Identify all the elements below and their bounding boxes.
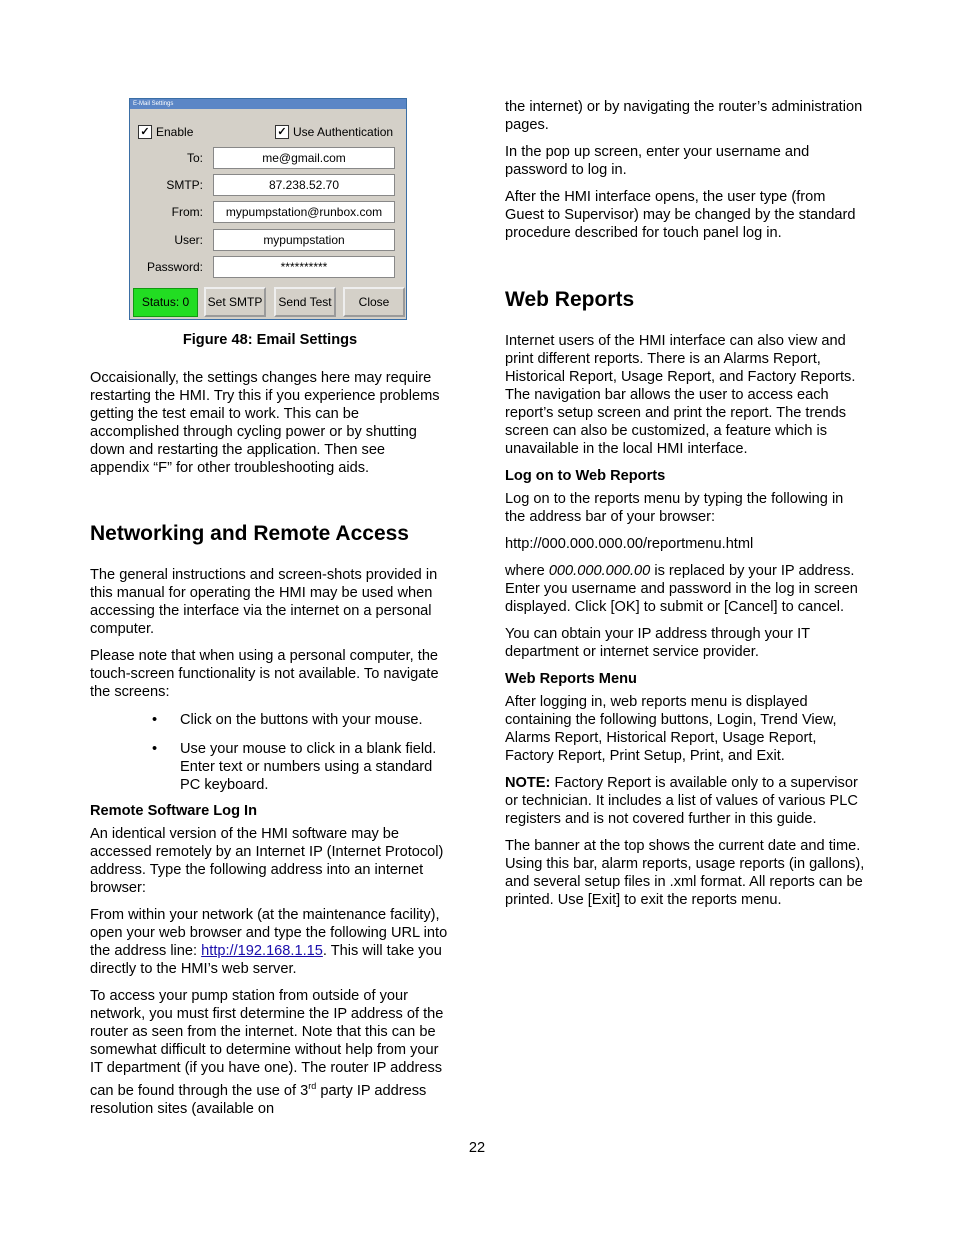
user-field[interactable]: mypumpstation <box>213 229 395 251</box>
restart-paragraph: Occaisionally, the settings changes here may require restarting the HMI. Try this if you experience problems getting the test email to work. This can be accomplished through cycling power or by shutting down and restarting the application. Then see appendix “F” for other troubleshooting aids. <box>90 370 440 476</box>
bullet-blank-field: Use your mouse to click in a blank field. Enter text or numbers using a standard PC keyboard. <box>180 741 437 793</box>
smtp-field[interactable]: 87.238.52.70 <box>213 174 395 196</box>
navigation-bullets <box>90 711 450 801</box>
from-label: From: <box>171 205 203 219</box>
close-button[interactable]: Close <box>343 287 405 317</box>
password-field[interactable]: ********** <box>213 256 395 278</box>
to-row <box>130 147 408 171</box>
enable-checkbox[interactable] <box>138 125 193 139</box>
internal-network-paragraph: From within your network (at the maintenance facility), open your web browser and type the following URL into the address line: http://192.168.1.15. This will take you directly to the HMI’s web server. <box>90 907 448 977</box>
bullet-click-buttons: Click on the buttons with your mouse. <box>180 712 423 728</box>
bullet-icon: • <box>152 741 158 757</box>
log-on-paragraph: Log on to the reports menu by typing the following in the address bar of your browser: <box>505 491 844 525</box>
report-menu-url: http://000.000.000.00/reportmenu.html <box>505 536 754 552</box>
enable-label: Enable <box>156 125 194 139</box>
user-label: User: <box>174 233 203 247</box>
use-authentication-checkbox[interactable] <box>275 125 393 139</box>
bullet-icon: • <box>152 712 158 728</box>
router-admin-paragraph: the internet) or by navigating the router’s administration pages. <box>505 99 863 133</box>
check-icon: ✓ <box>275 125 289 139</box>
ip-replacement-paragraph: where 000.000.000.00 is replaced by your IP address. Enter you username and password in the log in screen displayed. Click [OK] to submit or [Cancel] to cancel. <box>505 563 858 615</box>
web-reports-intro: Internet users of the HMI interface can also view and print different reports. There is an Alarms Report, Historical Report, Usage Report, and Factory Reports. The navigation bar allows the user to access each report’s setup screen and print the report. The trends screen can also be customized, a feature which is unavailable in the local HMI interface. <box>505 333 856 457</box>
send-test-button[interactable]: Send Test <box>274 287 336 317</box>
menu-buttons-paragraph: After logging in, web reports menu is displayed containing the following buttons, Login, Trend View, Alarms Report, Historical Report, Usage Report, Factory Report, Print Setup, Print, and Exit. <box>505 694 837 764</box>
page-number: 22 <box>468 1140 486 1156</box>
networking-heading: Networking and Remote Access <box>90 522 409 545</box>
dialog-title: E-Mail Settings <box>130 99 406 109</box>
to-label: To: <box>186 151 203 165</box>
check-icon: ✓ <box>138 125 152 139</box>
general-instructions-paragraph: The general instructions and screen-shots provided in this manual for operating the HMI may be used when accessing the interface via the internet on a personal computer. <box>90 567 438 637</box>
popup-login-paragraph: In the pop up screen, enter your username and password to log in. <box>505 144 810 178</box>
remote-access-paragraph: An identical version of the HMI software may be accessed remotely by an Internet IP (Internet Protocol) address. Type the following address into an internet browser: <box>90 826 444 896</box>
remote-login-heading: Remote Software Log In <box>90 803 258 819</box>
smtp-label: SMTP: <box>166 178 203 192</box>
from-field[interactable]: mypumpstation@runbox.com <box>213 201 395 223</box>
smtp-row <box>130 174 408 198</box>
banner-paragraph: The banner at the top shows the current date and time. Using this bar, alarm reports, usage reports (in gallons), and several setup files in .xml format. All reports can be printed. Use [Exit] to exit the reports menu. <box>505 838 865 908</box>
set-smtp-button[interactable]: Set SMTP <box>204 287 266 317</box>
hmi-url-link[interactable]: http://192.168.1.15 <box>201 943 323 959</box>
from-row <box>130 201 408 225</box>
touch-note-paragraph: Please note that when using a personal computer, the touch-screen functionality is not available. To navigate the screens: <box>90 648 439 700</box>
use-authentication-label: Use Authentication <box>293 125 394 139</box>
to-field[interactable]: me@gmail.com <box>213 147 395 169</box>
web-reports-menu-heading: Web Reports Menu <box>505 671 637 687</box>
log-on-heading: Log on to Web Reports <box>505 468 666 484</box>
user-row <box>130 229 408 253</box>
external-access-paragraph: To access your pump station from outside of your network, you must first determine the IP address of the router as seen from the internet. Note that this can be somewhat difficult to determine without help from your IT department (if you have one). The router IP address can be found through the use of 3rd party IP address resolution sites (available on <box>90 988 444 1117</box>
note-label: NOTE: <box>505 775 551 791</box>
note-paragraph: NOTE: Factory Report is available only to a supervisor or technician. It includes a list of values of various PLC registers and is not covered further in this guide. <box>505 775 858 827</box>
password-label: Password: <box>146 260 203 274</box>
obtain-ip-paragraph: You can obtain your IP address through your IT department or internet service provider. <box>505 626 810 660</box>
email-settings-dialog <box>129 98 407 320</box>
figure-caption: Figure 48: Email Settings <box>182 332 358 348</box>
password-row <box>130 256 408 280</box>
status-badge: Status: 0 <box>133 288 198 317</box>
user-type-paragraph: After the HMI interface opens, the user type (from Guest to Supervisor) may be changed by the standard procedure described for touch panel log in. <box>505 189 856 241</box>
web-reports-heading: Web Reports <box>505 288 635 311</box>
